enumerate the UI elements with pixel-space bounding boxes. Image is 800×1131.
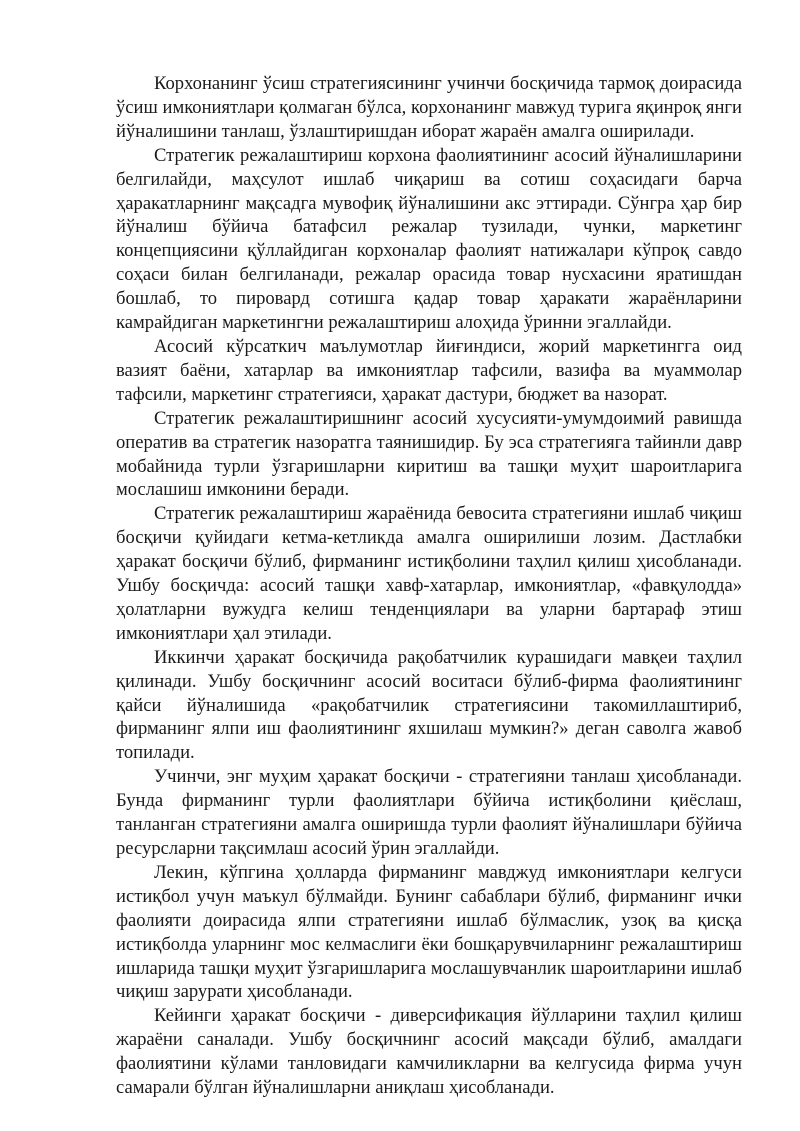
paragraph-4: Стратегик режалаштиришнинг асосий хусусияти-умумдоимий равишда оператив ва стратегик назоратга таянишидир. Бу эса стратегияга тайинли давр мобайнида турли ўзгаришларни киритиш ва ташқи муҳит шароитларига мослашиш имконини беради. (116, 407, 742, 501)
paragraph-1: Корхонанинг ўсиш стратегиясининг учинчи босқичида тармоқ доирасида ўсиш имкониятлари қолмаган бўлса, корхонанинг мавжуд турига яқинроқ янги йўналишини танлаш, ўзлаштиришдан иборат жараён амалга оширилади. (116, 73, 742, 142)
paragraph-8: Лекин, кўпгина ҳолларда фирманинг мавджуд имкониятлари келгуси истиқбол учун маъкул бўлмайди. Бунинг сабаблари бўлиб, фирманинг ички фаолияти доирасида ялпи стратегияни ишлаб бўлмаслик, узоқ ва қисқа истиқболда уларнинг мос келмаслиги ёки бошқарувчиларнинг режалаштириш ишларида ташқи муҳит ўзгаришларига мослашувчанлик шароитларини ишлаб чиқиш зарурати ҳисобланади. (116, 861, 742, 1003)
paragraph-7: Учинчи, энг муҳим ҳаракат босқичи - стратегияни танлаш ҳисобланади. Бунда фирманинг турли фаолиятлари бўйича истиқболини қиёслаш, танланган стратегияни амалга оширишда турли фаолият йўналишлари бўйича ресурсларни тақсимлаш асосий ўрин эгаллайди. (116, 766, 742, 859)
paragraph-3: Асосий кўрсаткич маълумотлар йиғиндиси, жорий маркетингга оид вазият баёни, хатарлар ва имкониятлар тафсили, вазифа ва муаммолар тафсили, маркетинг стратегияси, ҳаракат дастури, бюджет ва назорат. (116, 335, 742, 405)
paragraph-6: Иккинчи ҳаракат босқичида рақобатчилик курашидаги мавқеи таҳлил қилинади. Ушбу босқичнинг асосий воситаси бўлиб-фирма фаолиятининг қайси йўналишида «рақобатчилик стратегиясини такомиллаштириб, фирманинг ялпи иш фаолиятининг яхшилаш мумкин?» деган саволга жавоб топилади. (116, 646, 742, 764)
paragraph-5: Стратегик режалаштириш жараёнида бевосита стратегияни ишлаб чиқиш босқичи қуйидаги кетма-кетликда амалга оширилиши лозим. Дастлабки ҳаракат босқичи бўлиб, фирманинг истиқболини таҳлил қилиш ҳисобланади. Ушбу босқичда: асосий ташқи хавф-хатарлар, имкониятлар, «фавқулодда» ҳолатларни вужудга келиш тенденциялари ва уларни бартараф этиш имкониятлари ҳал этилади. (116, 503, 742, 644)
document-page (116, 72, 742, 1100)
paragraph-2: Стратегик режалаштириш корхона фаолиятининг асосий йўналишларини белгилайди, маҳсулот ишлаб чиқариш ва сотиш соҳасидаги барча ҳаракатларнинг мақсадга мувофиқ йўналишини акс эттиради. Сўнгра ҳар бир йўналиш бўйича батафсил режалар тузилади, чунки, маркетинг концепциясини қўллайдиган корхоналар фаолият натижалари кўпроқ савдо соҳаси билан белгиланади, режалар орасида товар нусхасини яратишдан бошлаб, то пировард сотишга қадар товар ҳаракати жараёнларини камрайдиган маркетингни режалаштириш алоҳида ўринни эгаллайди. (116, 144, 742, 334)
paragraph-9: Кейинги ҳаракат босқичи - диверсификация йўлларини таҳлил қилиш жараёни саналади. Ушбу босқичнинг асосий мақсади бўлиб, амалдаги фаолиятини кўлами танловидаги камчиликларни ва келгусида фирма учун самарали бўлган йўналишларни аниқлаш ҳисобланади. (116, 1005, 742, 1099)
